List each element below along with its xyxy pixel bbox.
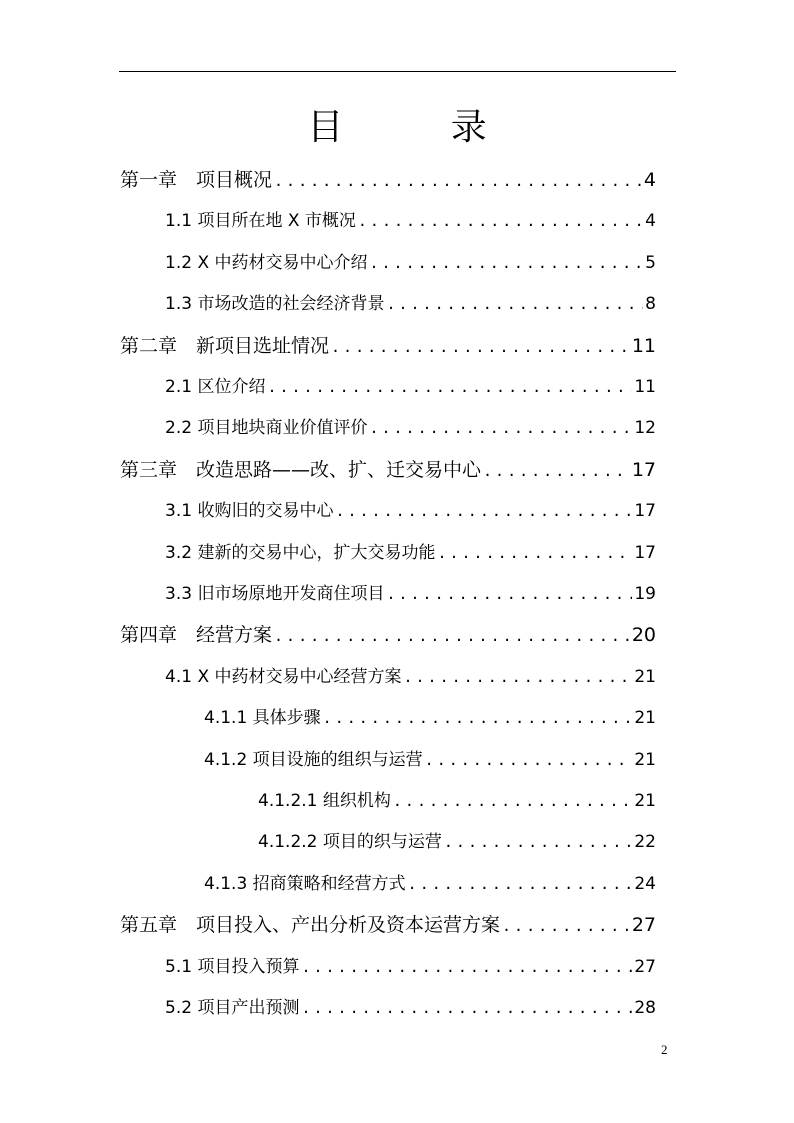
toc-entry-page: 27 [631,914,656,937]
toc-entry-page: 20 [631,624,656,647]
toc-entry-page: 5 [645,252,656,273]
toc-entry-label: 4.1.3 招商策略和经营方式 [204,873,406,894]
toc-leader-dots [437,538,632,568]
toc-entry[interactable] [165,413,656,443]
toc-entry-page: 21 [634,708,656,729]
toc-entry[interactable] [120,165,656,195]
toc-entry-page: 11 [634,377,656,397]
toc-entry[interactable] [120,620,656,650]
toc-leader-dots [502,911,630,941]
toc-entry[interactable] [120,455,656,485]
toc-entry-label: 1.3 市场改造的社会经济背景 [165,294,385,315]
toc-entry-label: 2.1 区位介绍 [165,377,266,397]
toc-entry-page: 28 [634,998,656,1018]
toc-entry-page: 21 [634,749,656,770]
toc-entry-label: 3.3 旧市场原地开发商住项目 [165,584,385,604]
header-rule [119,71,676,72]
toc-entry-label: 2.2 项目地块商业价值评价 [165,418,368,439]
toc-entry-label: 5.1 项目投入预算 [165,956,300,977]
toc-entry-page: 11 [631,334,656,357]
toc-entry-label: 3.1 收购旧的交易中心 [165,501,334,522]
toc-leader-dots [274,621,630,651]
toc-entry-page: 17 [631,458,656,481]
toc-leader-dots [267,372,632,402]
toc-entry[interactable] [165,206,656,236]
toc-leader-dots [386,579,632,609]
toc-leader-dots [358,206,643,236]
toc-entry-label: 1.1 项目所在地 X 市概况 [165,211,356,232]
toc-entry-label: 第一章 项目概况 [120,169,273,191]
toc-leader-dots [408,869,633,899]
toc-leader-dots [301,952,632,982]
toc-entry[interactable] [258,786,656,816]
toc-entry-page: 21 [634,666,656,687]
toc-entry[interactable] [204,703,656,733]
toc-entry-label: 第三章 改造思路——改、扩、迁交易中心 [120,458,482,481]
toc-entry[interactable] [165,993,656,1023]
toc-entry-page: 17 [634,542,656,563]
toc-entry[interactable] [258,827,656,857]
toc-entry-page: 4 [643,169,656,191]
toc-leader-dots [483,456,630,486]
toc-leader-dots [323,703,633,733]
toc-entry-page: 12 [634,418,656,439]
toc-entry-label: 4.1.1 具体步骤 [204,708,321,729]
toc-leader-dots [444,827,632,857]
page-title: 目 录 [307,107,535,148]
toc-leader-dots [425,745,633,775]
toc-leader-dots [370,248,644,278]
toc-entry-label: 第四章 经营方案 [120,624,273,647]
toc-entry-page: 8 [645,294,656,315]
toc-entry-label: 4.1.2.1 组织机构 [258,791,391,811]
toc-leader-dots [404,662,633,692]
toc-entry[interactable] [120,910,656,940]
toc-entry-label: 4.1.2.2 项目的织与运营 [258,832,442,853]
toc-leader-dots [369,413,632,443]
toc-leader-dots [274,166,642,196]
toc-entry-page: 22 [634,832,656,853]
toc-leader-dots [393,786,632,816]
toc-entry[interactable] [165,538,656,568]
toc-entry-label: 1.2 X 中药材交易中心介绍 [165,252,368,273]
toc-entry-page: 24 [634,873,656,894]
toc-entry[interactable] [165,496,656,526]
toc-entry-label: 4.1 X 中药材交易中心经营方案 [165,666,402,687]
toc-entry[interactable] [204,745,656,775]
toc-leader-dots [335,496,632,526]
toc-entry-label: 5.2 项目产出预测 [165,998,300,1018]
toc-entry[interactable] [165,248,656,278]
toc-entry[interactable] [165,579,656,609]
toc-entry[interactable] [165,289,656,319]
toc-entry-page: 27 [634,956,656,977]
toc-entry-page: 17 [634,501,656,522]
toc-entry-label: 3.2 建新的交易中心，扩大交易功能 [165,542,436,563]
toc-entry-label: 第二章 新项目选址情况 [120,334,330,357]
toc-leader-dots [331,332,630,362]
toc-entry-page: 21 [634,791,656,811]
toc-entry-label: 第五章 项目投入、产出分析及资本运营方案 [120,914,501,937]
toc-entry-page: 4 [645,211,656,232]
toc-entry-page: 19 [634,584,656,604]
toc-entry[interactable] [120,331,656,361]
toc-entry[interactable] [165,372,656,402]
footer-page-number: 2 [661,1042,668,1057]
toc-leader-dots [301,993,632,1023]
toc-entry[interactable] [165,952,656,982]
toc-entry[interactable] [204,869,656,899]
toc-leader-dots [386,289,643,319]
toc-entry-label: 4.1.2 项目设施的组织与运营 [204,749,423,770]
toc-entry[interactable] [165,662,656,692]
